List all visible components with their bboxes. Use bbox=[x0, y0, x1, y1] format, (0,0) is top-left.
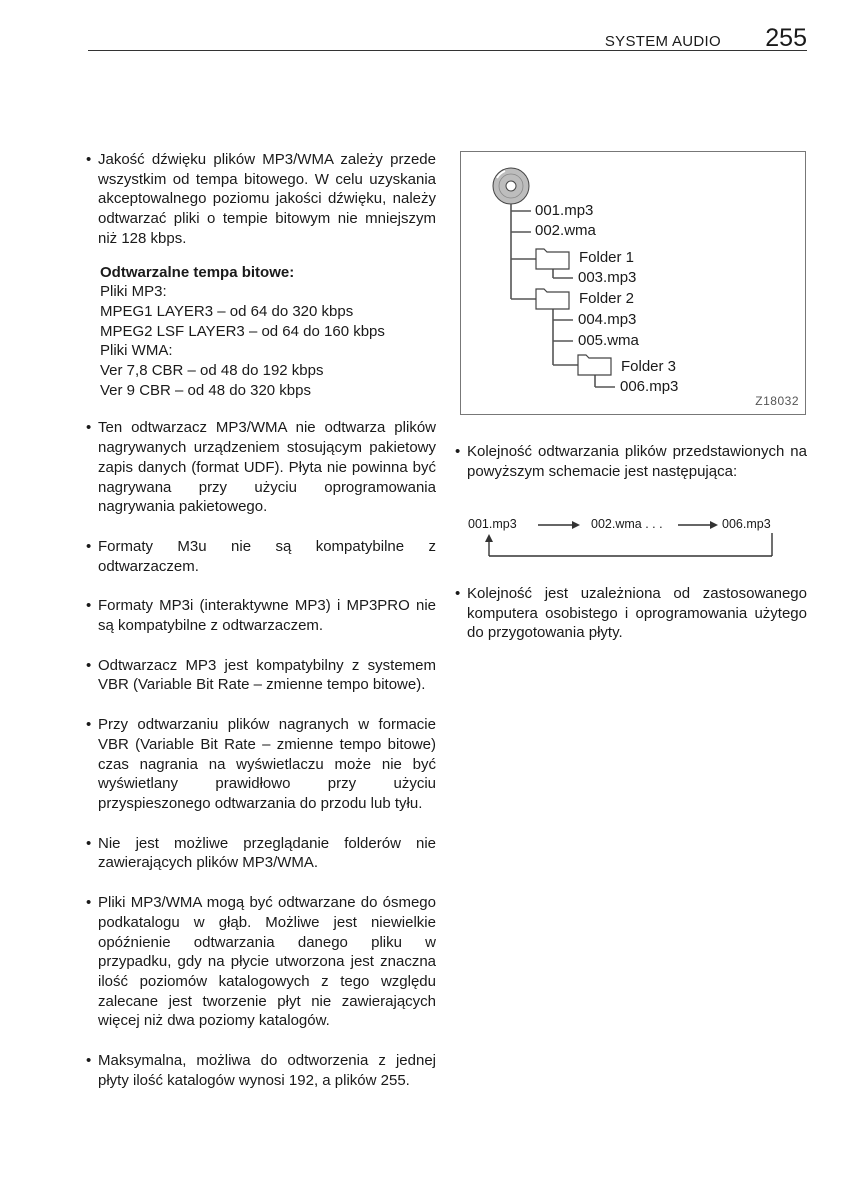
bullet-folders: • Nie jest możliwe przeglądanie folderów nie zawierających plików MP3/WMA. bbox=[86, 834, 436, 873]
page-number: 255 bbox=[765, 24, 807, 52]
bullet-udf: • Ten odtwarzacz MP3/WMA nie odtwarza plików nagrywanych urządzeniem stosującym pakietowy zapis danych (format UDF). Płyta nie powinna być nagrywana przy użyciu oprogramowania nagrywania pakietowego. bbox=[86, 418, 436, 517]
bitrate-list bbox=[100, 263, 436, 401]
bullet-max-count: • Maksymalna, możliwa do odtworzenia z jednej płyty ilość katalogów wynosi 192, a plików 255. bbox=[86, 1051, 436, 1090]
bullet-m3u: • Formaty M3u nie są kompatybilne z odtwarzaczem. bbox=[86, 537, 436, 576]
tree-folder-2: Folder 2 bbox=[579, 290, 635, 307]
flow-start: 001.mp3 bbox=[468, 517, 517, 531]
tree-file-001: 001.mp3 bbox=[535, 202, 594, 219]
arrow-right-icon bbox=[710, 521, 718, 529]
bullet-play-order: • Kolejność odtwarzania plików przedstawionych na powyższym schemacie jest następująca: bbox=[455, 442, 807, 481]
section-title: SYSTEM AUDIO bbox=[604, 33, 721, 50]
bitrate-line: Ver 9 CBR – od 48 do 320 kbps bbox=[100, 381, 311, 399]
bullet-order-dependency: • Kolejność jest uzależniona od zastosowanego komputera osobistego i oprogramowania użytego do przygotowania płyty. bbox=[455, 584, 807, 643]
bullet-mp3i: • Formaty MP3i (interaktywne MP3) i MP3PRO nie są kompatybilne z odtwarzaczem. bbox=[86, 596, 436, 635]
tree-folder-3: Folder 3 bbox=[621, 358, 677, 375]
bitrate-line: Ver 7,8 CBR – od 48 do 192 kbps bbox=[100, 362, 324, 380]
tree-file-003: 003.mp3 bbox=[578, 269, 637, 286]
bullet-subdirs: • Pliki MP3/WMA mogą być odtwarzane do ósmego podkatalogu w głąb. Możliwe jest niewielkie opóźnienie odtwarzania danego pliku w przypadku, gdy na płycie utworzona jest znaczna ilość poziomów katalogowych z tego względu zalecane jest tworzenie płyt nie zawierających więcej niż dwa poziomy katalogów. bbox=[86, 893, 436, 1031]
tree-folder-1: Folder 1 bbox=[579, 249, 635, 266]
tree-file-004: 004.mp3 bbox=[578, 311, 637, 328]
bitrate-line: Pliki MP3: bbox=[100, 283, 167, 301]
arrow-up-icon bbox=[485, 534, 493, 542]
figure-code: Z18032 bbox=[755, 394, 799, 408]
tree-file-006: 006.mp3 bbox=[620, 378, 679, 395]
bitrate-line: MPEG2 LSF LAYER3 – od 64 do 160 kbps bbox=[100, 322, 385, 340]
flow-middle: 002.wma . . . bbox=[591, 517, 663, 531]
right-column-bottom bbox=[455, 584, 807, 643]
bullet-audio-quality: • Jakość dźwięku plików MP3/WMA zależy przede wszystkim od tempa bitowego. W celu uzyskania akceptowalnego poziomu jakości dźwięku, należy odtwarzać pliki o tempie bitowym nie mniejszym niż 128 kbps. bbox=[86, 150, 436, 249]
tree-file-005: 005.wma bbox=[578, 332, 639, 349]
bullet-vbr-time: • Przy odtwarzaniu plików nagranych w formacie VBR (Variable Bit Rate – zmienne tempo bitowe) czas nagrania na wyświetlaczu może nie być wyświetlany prawidłowo przy użyciu przyspieszonego odtwarzania do przodu lub tyłu. bbox=[86, 715, 436, 814]
bullet-vbr: • Odtwarzacz MP3 jest kompatybilny z systemem VBR (Variable Bit Rate – zmienne tempo bitowe). bbox=[86, 656, 436, 695]
bitrate-line: MPEG1 LAYER3 – od 64 do 320 kbps bbox=[100, 302, 354, 320]
folder-tree-diagram bbox=[460, 151, 806, 415]
left-column bbox=[86, 150, 436, 1090]
bitrate-line: Pliki WMA: bbox=[100, 342, 173, 360]
arrow-right-icon bbox=[572, 521, 580, 529]
bitrate-heading: Odtwarzalne tempa bitowe: bbox=[100, 263, 295, 281]
play-order-flow bbox=[460, 515, 806, 565]
header-divider bbox=[88, 50, 807, 51]
flow-end: 006.mp3 bbox=[722, 517, 771, 531]
tree-file-002: 002.wma bbox=[535, 222, 596, 239]
disc-icon bbox=[493, 168, 529, 204]
right-column-top bbox=[455, 442, 807, 481]
